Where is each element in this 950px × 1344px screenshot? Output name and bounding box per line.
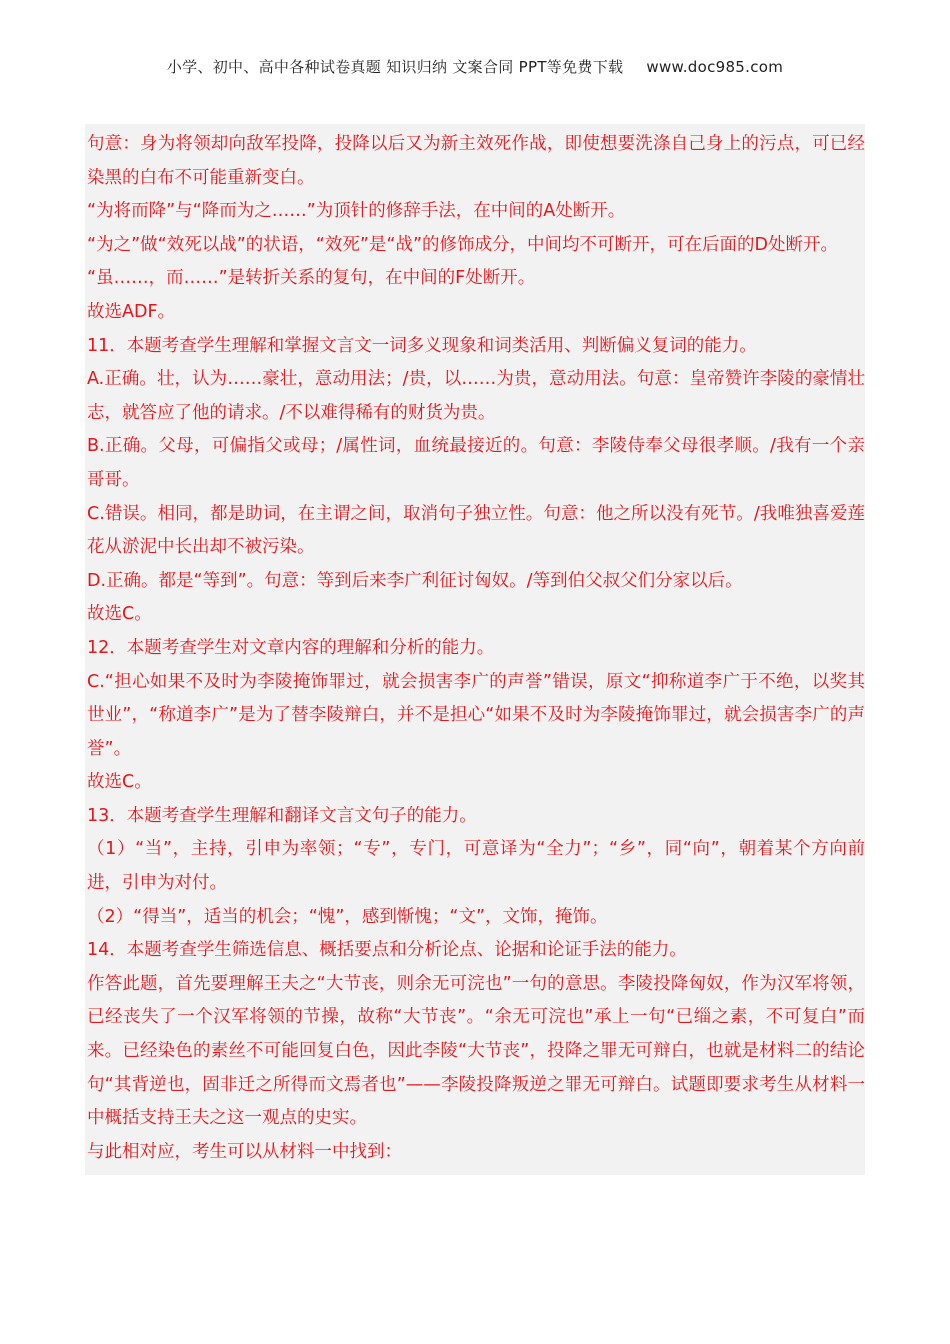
option-explanation: B.正确。父母，可偏指父或母；/属性词，血统最接近的。句意：李陵侍奉父母很孝顺。/我有一个亲哥哥。 (87, 436, 865, 490)
answer-content (85, 124, 865, 1175)
question-heading: 14．本题考查学生筛选信息、概括要点和分析论点、论据和论证手法的能力。 (87, 940, 687, 961)
page-header (0, 56, 950, 77)
analysis-paragraph: 作答此题，首先要理解王夫之“大节丧，则余无可浣也”一句的意思。李陵投降匈奴，作为汉军将领，已经丧失了一个汉军将领的节操，故称“大节丧”。“余无可浣也”承上一句“已缁之素，不可复白”而来。已经染色的素丝不可能回复白色，因此李陵“大节丧”，投降之罪无可辩白，也就是材料二的结论句“其背逆也，固非迁之所得而文焉者也”——李陵投降叛逆之罪无可辩白。试题即要求考生从材料一中概括支持王夫之这一观点的史实。 (87, 973, 865, 1129)
option-explanation: C.错误。相同，都是助词，在主谓之间，取消句子独立性。句意：他之所以没有死节。/我唯独喜爱莲花从淤泥中长出却不被污染。 (87, 503, 865, 558)
option-explanation: D.正确。都是“等到”。句意：等到后来李广利征讨匈奴。/等到伯父叔父们分家以后。 (87, 570, 743, 591)
text-line: “为之”做“效死以战”的状语，“效死”是“战”的修饰成分，中间均不可断开，可在后面的D处断开。 (87, 234, 839, 255)
text-line: 句意：身为将领却向敌军投降，投降以后又为新主效死作战，即使想要洗涤自己身上的污点，可已经染黑的白布不可能重新变白。 (87, 134, 865, 188)
question-heading: 13．本题考查学生理解和翻译文言文句子的能力。 (87, 805, 477, 826)
header-site-link[interactable]: www.doc985.com (646, 58, 784, 76)
option-explanation: C.“担心如果不及时为李陵掩饰罪过，就会损害李广的声誉”错误，原文“抑称道李广于不绝，以奖其世业”，“称道李广”是为了替李陵辩白，并不是担心“如果不及时为李陵掩饰罪过，就会损害李广的声誉”。 (87, 671, 865, 759)
option-explanation: A.正确。壮，认为……豪壮，意动用法；/贵，以……为贵，意动用法。句意：皇帝赞许李陵的豪情壮志，就答应了他的请求。/不以难得稀有的财货为贵。 (87, 369, 865, 423)
text-line: “为将而降”与“降而为之……”为顶针的修辞手法，在中间的A处断开。 (87, 201, 626, 222)
text-line: “虽……，而……”是转折关系的复句，在中间的F处断开。 (87, 268, 536, 289)
translation-note: （1）“当”，主持，引申为率领；“专”，专门，可意译为“全力”；“乡”，同“向”，朝着某个方向前进，引申为对付。 (87, 839, 865, 894)
text-line: 故选ADF。 (87, 301, 176, 322)
answer-line: 故选C。 (87, 772, 152, 793)
text-line: 与此相对应，考生可以从材料一中找到： (87, 1141, 402, 1162)
question-heading: 12．本题考查学生对文章内容的理解和分析的能力。 (87, 637, 495, 658)
question-heading: 11．本题考查学生理解和掌握文言文一词多义现象和词类活用、判断偏义复词的能力。 (87, 335, 757, 356)
header-text: 小学、初中、高中各种试卷真题 知识归纳 文案合同 PPT等免费下载 (166, 58, 624, 76)
answer-line: 故选C。 (87, 604, 152, 625)
translation-note: （2）“得当”，适当的机会；“愧”，感到惭愧；“文”，文饰，掩饰。 (87, 906, 608, 927)
